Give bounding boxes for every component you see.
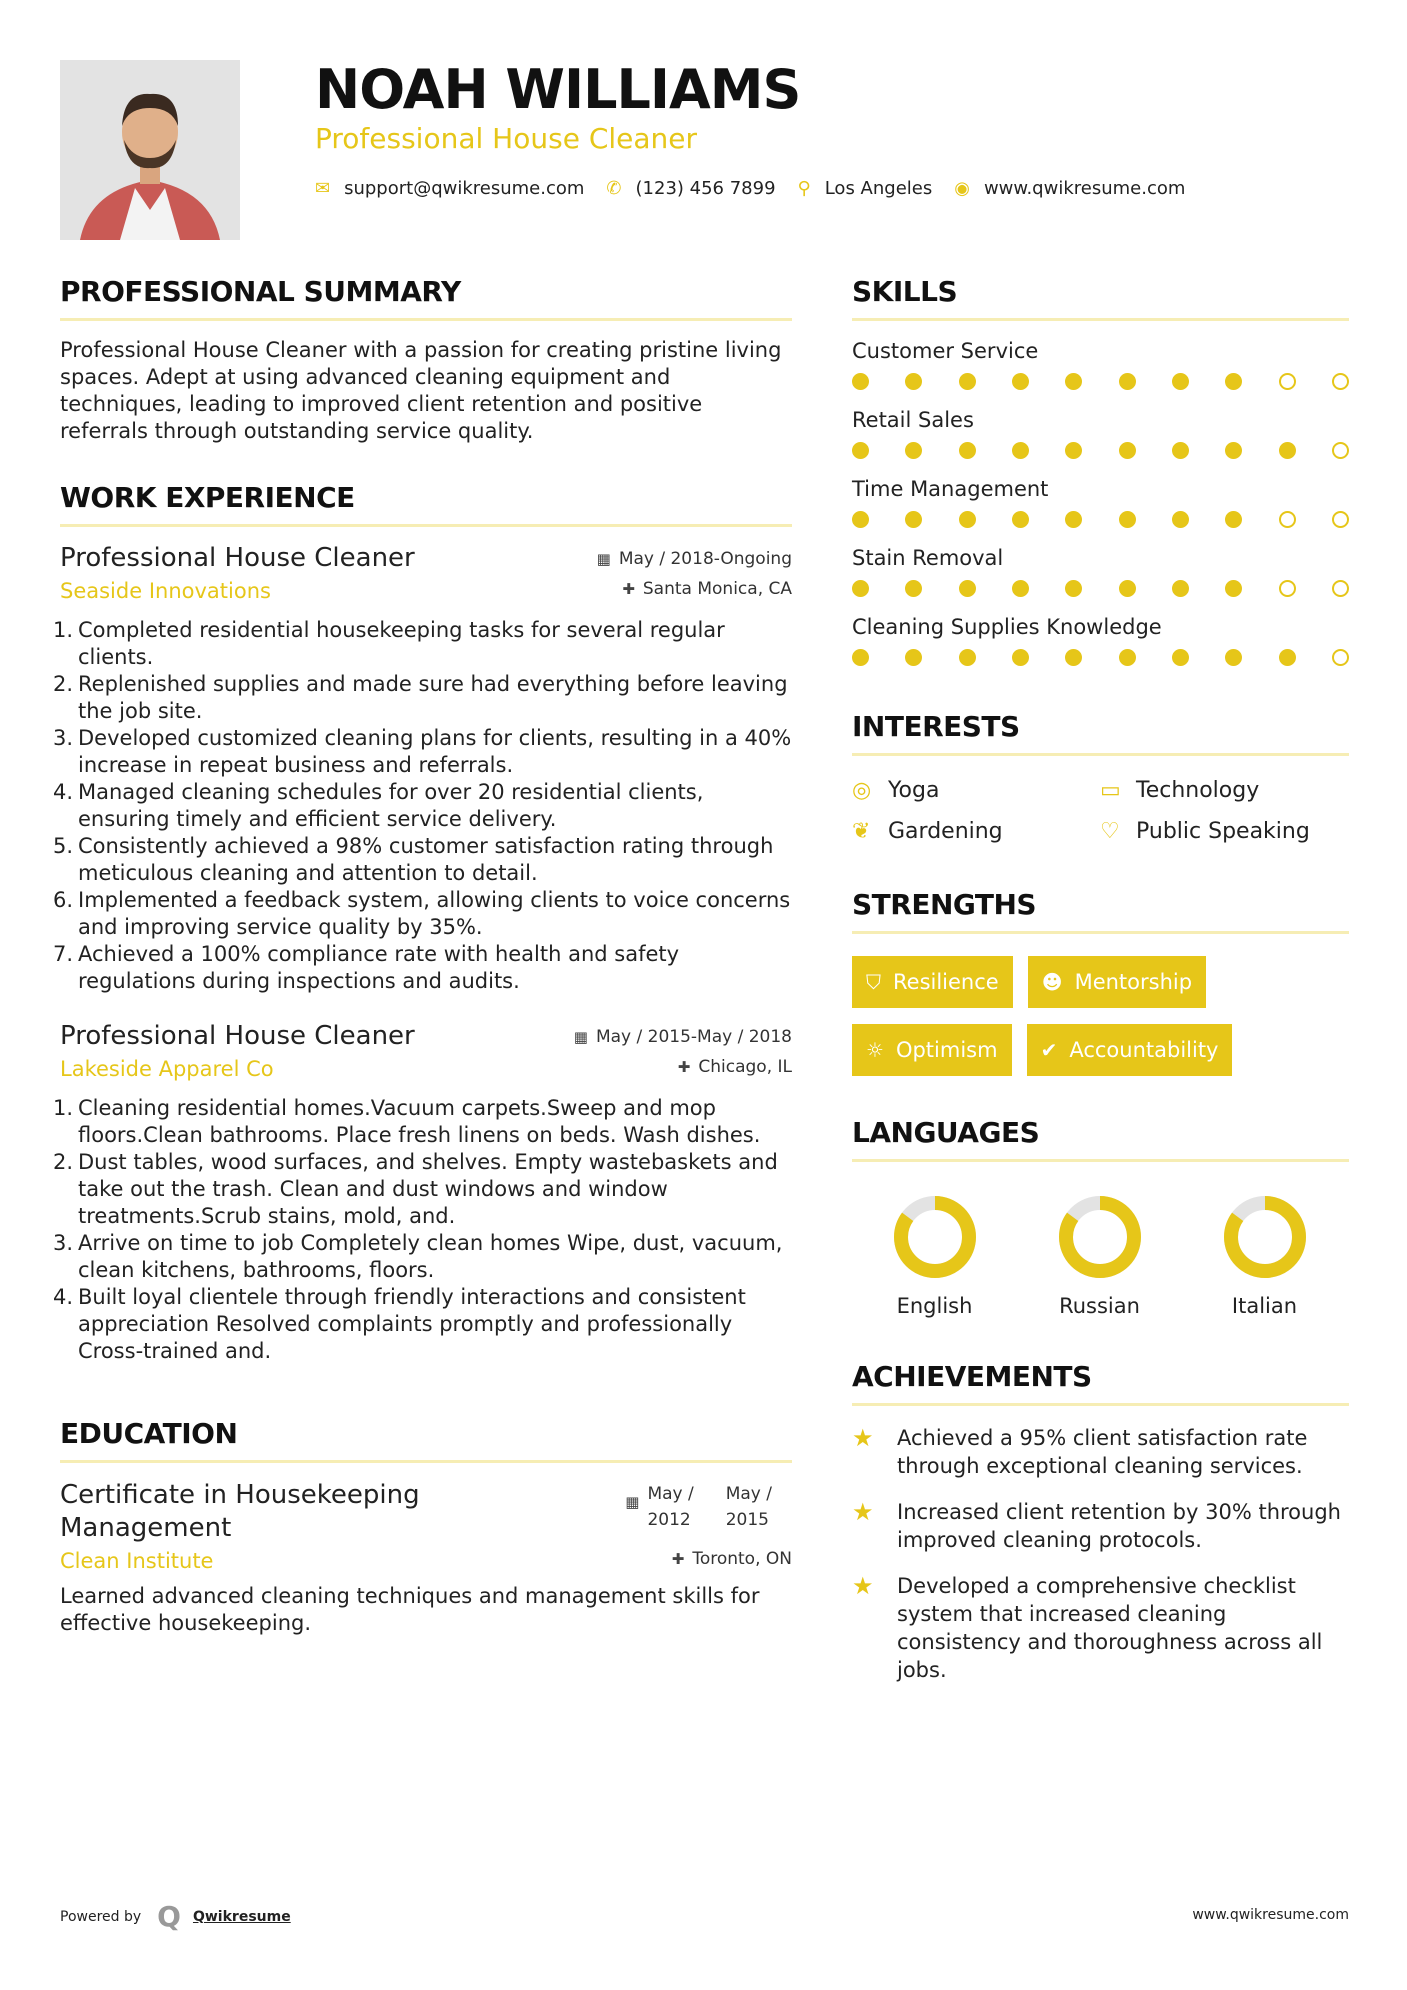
strength-badge: ☼ Optimism [852,1024,1012,1076]
summary-text: Professional House Cleaner with a passion for creating pristine living spaces. Adept at using advanced cleaning equipment and techniques, leading to improved client retention and positive referrals through outstanding service quality. [60,338,782,443]
interest-item: ♡ Public Speaking [1100,819,1310,844]
skill-rating [852,580,1349,597]
summary-heading: PROFESSIONAL SUMMARY [60,275,792,321]
interest-item: ▭ Technology [1100,778,1260,803]
list-item: Completed residential housekeeping tasks for several regular clients. [78,618,725,669]
footer-branding: Powered by Q Qwikresume [60,1900,291,1933]
rating-dot [1332,373,1349,390]
job-location: ✚ Santa Monica, CA [622,579,792,599]
achievement-item: ★ Developed a comprehensive checklist system that increased cleaning consistency and thoroughness across all jobs. [852,1572,1323,1682]
left-column [60,275,792,1637]
rating-dot [1012,373,1029,390]
check-circle-icon: ✔ [1040,1038,1058,1062]
rating-dot [1225,373,1242,390]
job-entry [60,543,792,995]
contact-location: ⚲ Los Angeles [797,178,933,199]
job-company: Seaside Innovations [60,579,271,603]
rating-dot [1332,580,1349,597]
rating-dot [1279,511,1296,528]
rating-dot [1225,580,1242,597]
star-icon: ★ [852,1424,874,1452]
language-label: Russian [1059,1294,1140,1318]
strengths-list [852,956,1349,1076]
rating-dot [1119,373,1136,390]
language-ring [1055,1192,1145,1282]
rating-dot [1332,442,1349,459]
rating-dot [852,580,869,597]
rating-dot [1012,511,1029,528]
rating-dot [1332,649,1349,666]
calendar-icon: ▦ [573,1028,588,1046]
phone-icon: ✆ [606,178,622,199]
calendar-icon: ▦ [596,550,611,568]
education-heading: EDUCATION [60,1417,792,1463]
education-entry [60,1479,792,1637]
job-location: ✚ Chicago, IL [677,1057,792,1077]
institution: Clean Institute [60,1549,214,1573]
rating-dot [1225,442,1242,459]
rating-dot [905,442,922,459]
pin-icon: ✚ [622,580,635,598]
rating-dot [1225,649,1242,666]
rating-dot [1065,649,1082,666]
list-item: Cleaning residential homes.Vacuum carpets.Sweep and mop floors.Clean bathrooms. Place fresh linens on beds. Wash dishes. [78,1096,761,1147]
list-item: Achieved a 100% compliance rate with health and safety regulations during inspections and audits. [78,942,680,993]
star-icon: ★ [852,1498,874,1526]
achievements-list [852,1424,1349,1684]
rating-dot [1065,511,1082,528]
language-ring [1220,1192,1310,1282]
rating-dot [1065,373,1082,390]
list-item: Consistently achieved a 98% customer satisfaction rating through meticulous cleaning and attention to detail. [78,834,774,885]
qwikresume-logo-icon: Q [157,1900,181,1933]
skill-rating [852,649,1349,666]
shield-icon: ⛉ [866,970,881,994]
achievements-heading: ACHIEVEMENTS [852,1360,1349,1406]
skill-name: Retail Sales [852,408,974,432]
rating-dot [852,373,869,390]
list-item: Built loyal clientele through friendly interactions and consistent appreciation Resolved complaints promptly and professionally Cross-trained and. [78,1285,746,1363]
rating-dot [959,373,976,390]
rating-dot [1279,373,1296,390]
pin-icon: ✚ [677,1058,691,1076]
language-item [1182,1192,1347,1318]
rating-dot [905,373,922,390]
achievement-item: ★ Increased client retention by 30% through improved cleaning protocols. [852,1498,1341,1552]
strength-badge: ⛉ Resilience [852,956,1013,1008]
envelope-icon: ✉ [315,178,331,199]
education-location: ✚ Toronto, ON [671,1549,792,1569]
rating-dot [1172,580,1189,597]
rating-dot [1172,511,1189,528]
language-item [1017,1192,1182,1318]
rating-dot [905,511,922,528]
rating-dot [1012,442,1029,459]
rating-dot [1225,511,1242,528]
star-icon: ★ [852,1572,874,1600]
languages-list [852,1192,1349,1318]
job-company: Lakeside Apparel Co [60,1057,274,1081]
candidate-name: NOAH WILLIAMS [315,58,801,121]
rating-dot [1172,649,1189,666]
right-column [852,275,1349,1684]
skill-name: Time Management [852,477,1049,501]
qwikresume-link[interactable]: Qwikresume [192,1908,291,1925]
contact-bar [315,178,1207,199]
list-item: Arrive on time to job Completely clean homes Wipe, dust, vacuum, clean kitchens, bathrooms, floors. [78,1231,783,1282]
list-item: Managed cleaning schedules for over 20 residential clients, ensuring timely and efficient service delivery. [78,780,704,831]
job-entry [60,1021,792,1365]
skill-name: Customer Service [852,339,1039,363]
strength-badge: ✔ Accountability [1027,1024,1233,1076]
rating-dot [1119,649,1136,666]
rating-dot [852,649,869,666]
rating-dot [1279,442,1296,459]
achievement-item: ★ Achieved a 95% client satisfaction rate through exceptional cleaning services. [852,1424,1308,1478]
contact-email[interactable]: ✉ support@qwikresume.com [315,178,585,199]
language-ring [890,1192,980,1282]
sun-icon: ☼ [866,1038,884,1062]
globe-icon: ◉ [954,178,970,199]
rating-dot [1065,580,1082,597]
life-ring-icon: ◎ [852,778,872,803]
job-dates: ▦ May / 2018-Ongoing [596,549,792,569]
rating-dot [1119,511,1136,528]
laptop-icon: ▭ [1100,778,1121,803]
list-item: Dust tables, wood surfaces, and shelves. Empty wastebaskets and take out the trash. Clean and dust windows and window treatments.Scrub stains, mold, and. [78,1150,778,1228]
list-item: Implemented a feedback system, allowing clients to voice concerns and improving service quality by 35%. [78,888,791,939]
pin-icon: ✚ [671,1550,685,1568]
candidate-title: Professional House Cleaner [315,122,698,155]
list-item: Replenished supplies and made sure had everything before leaving the job site. [78,672,788,723]
strengths-heading: STRENGTHS [852,888,1349,934]
rating-dot [1012,649,1029,666]
interest-item: ❦ Gardening [852,819,1003,844]
rating-dot [1172,373,1189,390]
experience-heading: WORK EXPERIENCE [60,481,792,527]
degree-title: Certificate in Housekeeping Management [60,1480,420,1543]
education-dates: ▦ May / 2012 May / 2015 [625,1484,772,1530]
education-text: Learned advanced cleaning techniques and management skills for effective housekeeping. [60,1584,760,1635]
footer-website[interactable]: www.qwikresume.com [1192,1907,1349,1923]
profile-photo [60,60,240,240]
language-label: Italian [1231,1294,1298,1318]
calendar-icon: ▦ [625,1493,640,1511]
job-dates: ▦ May / 2015-May / 2018 [573,1027,792,1047]
job-bullets [60,1095,792,1365]
rating-dot [959,511,976,528]
leaf-icon: ❦ [852,819,871,844]
list-item: Developed customized cleaning plans for clients, resulting in a 40% increase in repeat business and referrals. [78,726,792,777]
rating-dot [959,580,976,597]
user-plus-icon: ☻ [1041,970,1063,994]
languages-heading: LANGUAGES [852,1116,1349,1162]
interests-list [852,778,1349,844]
job-title: Professional House Cleaner [60,1021,415,1051]
contact-website[interactable]: ◉ www.qwikresume.com [954,178,1186,199]
rating-dot [905,649,922,666]
rating-dot [1119,442,1136,459]
rating-dot [852,442,869,459]
skills-heading: SKILLS [852,275,1349,321]
map-marker-icon: ⚲ [797,178,811,199]
skill-rating [852,373,1349,390]
interest-item: ◎ Yoga [852,778,940,803]
rating-dot [1065,442,1082,459]
job-title: Professional House Cleaner [60,543,415,573]
interests-heading: INTERESTS [852,710,1349,756]
rating-dot [1012,580,1029,597]
strength-badge: ☻ Mentorship [1028,956,1206,1008]
rating-dot [1332,511,1349,528]
contact-phone[interactable]: ✆ (123) 456 7899 [606,178,776,199]
skill-rating [852,442,1349,459]
heartbeat-icon: ♡ [1100,819,1120,844]
rating-dot [1172,442,1189,459]
rating-dot [959,649,976,666]
skill-name: Stain Removal [852,546,1004,570]
language-label: English [896,1294,973,1318]
language-item [852,1192,1017,1318]
rating-dot [1279,580,1296,597]
skill-name: Cleaning Supplies Knowledge [852,615,1162,639]
job-bullets [60,617,792,995]
rating-dot [905,580,922,597]
rating-dot [959,442,976,459]
rating-dot [1119,580,1136,597]
skills-list [852,339,1349,666]
rating-dot [852,511,869,528]
skill-rating [852,511,1349,528]
rating-dot [1279,649,1296,666]
